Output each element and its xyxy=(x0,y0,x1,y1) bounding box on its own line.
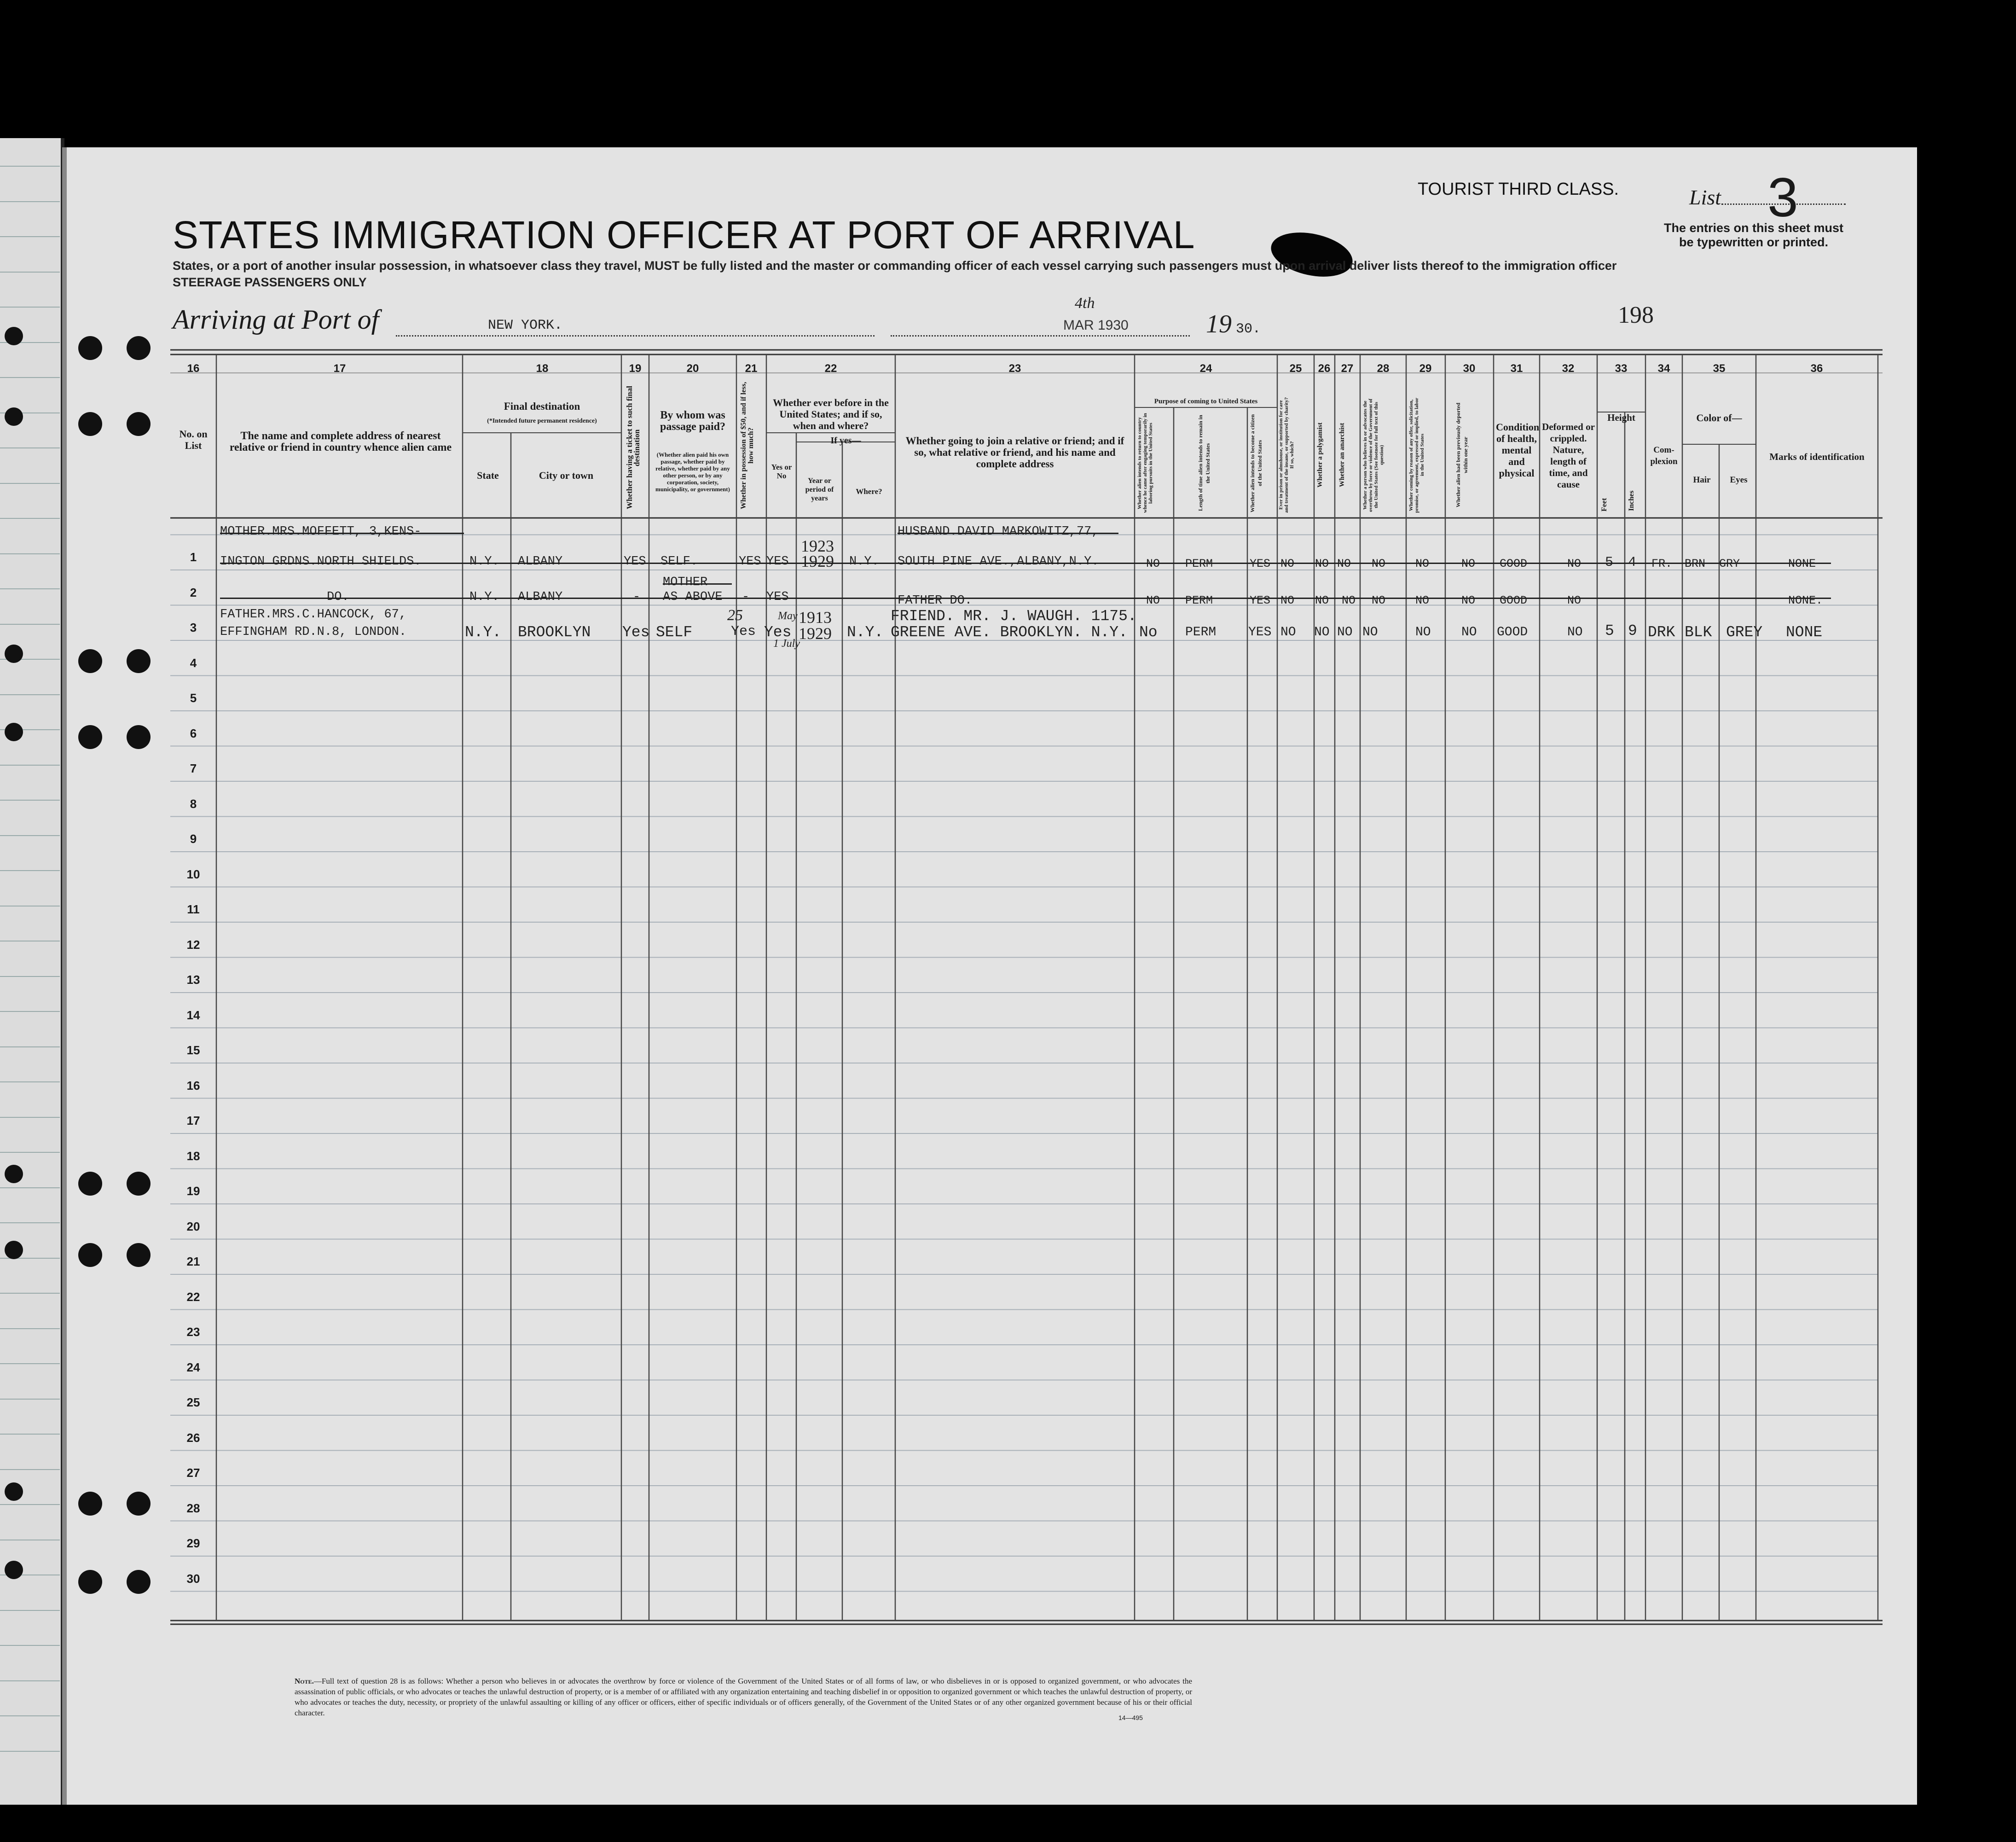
purpose-return: NO xyxy=(1146,594,1160,607)
purpose-return: No xyxy=(1139,624,1158,641)
purpose-length: PERM xyxy=(1185,625,1217,639)
header-no-on-list: No. on List xyxy=(179,428,208,451)
ticket: - xyxy=(633,590,641,604)
header-where: Where? xyxy=(856,487,882,496)
relative-address-line2: EFFINGHAM RD.N.8, LONDON. xyxy=(220,625,407,639)
complexion: FR. xyxy=(1651,557,1673,570)
q29: NO xyxy=(1415,625,1431,639)
strike-line xyxy=(220,533,464,534)
column-number: 17 xyxy=(333,362,346,375)
header-color-of: Color of— xyxy=(1696,412,1742,424)
header-anarchist: Whether an anarchist xyxy=(1338,423,1346,488)
join-relative-line1: FRIEND. MR. J. WAUGH. 1175. xyxy=(891,608,1137,625)
header-possession-50: Whether in possession of $50, and if less, how much? xyxy=(740,382,755,509)
form-instructions: States, or a port of another insular possession, in whatsoever class they travel, MUST be fully listed and the master or commanding officer of each vessel carrying such passengers must upon arrival deliver lists thereof to the immigration officer xyxy=(173,259,1617,273)
header-purpose-length: Length of time alien intends to remain in the United States xyxy=(1197,415,1211,511)
column-number: 31 xyxy=(1510,362,1523,375)
polygamist: NO xyxy=(1315,557,1329,570)
join-relative-line1: HUSBAND.DAVID MARKOWITZ,77, xyxy=(898,525,1099,539)
year-suffix: 30. xyxy=(1236,321,1261,337)
strike-line xyxy=(220,598,1831,599)
marks: NONE xyxy=(1786,624,1823,641)
column-number: 22 xyxy=(824,362,837,375)
header-purpose: Purpose of coming to United States xyxy=(1154,398,1258,405)
has-50: YES xyxy=(739,555,761,569)
purpose-citizen: YES xyxy=(1250,594,1271,607)
anarchist: NO xyxy=(1337,625,1353,639)
header-yes-no: Yes or No xyxy=(771,463,792,480)
header-purpose-citizen: Whether alien intends to become a citizen of the United States xyxy=(1249,414,1263,512)
header-join-relative: Whether going to join a relative or friend; and if so, what relative or friend, and his name and complete address xyxy=(905,435,1124,470)
column-number: 25 xyxy=(1289,362,1302,375)
before-in-us: YES xyxy=(766,590,789,604)
year-before-1: 1923 xyxy=(801,537,834,555)
ticket: YES xyxy=(624,555,646,569)
row-number: 27 xyxy=(186,1466,200,1480)
list-label: List xyxy=(1689,186,1721,209)
year-before-1: 1913 xyxy=(799,608,832,627)
deformed: NO xyxy=(1567,594,1582,607)
strike-line xyxy=(663,583,732,585)
passage-paid-line1: MOTHER xyxy=(663,575,708,589)
prison: NO xyxy=(1280,625,1296,639)
entries-note: The entries on this sheet must be typewritten or printed. xyxy=(1663,221,1844,249)
header-relative-address: The name and complete address of nearest relative or friend in country whence alien came xyxy=(229,430,452,453)
header-q29: Whether coming by reason of any offer, solicitation, promise, or agreement, expressed or implied, to labor in the United States xyxy=(1408,397,1425,513)
complexion: DRK xyxy=(1648,624,1675,641)
row-number: 24 xyxy=(186,1360,200,1374)
header-prison: Ever in prison or almshouse, or institution for care and treatment of the insane, or supported by charity? If so, which? xyxy=(1278,397,1295,513)
header-state: State xyxy=(477,470,499,481)
date-stamp: MAR 1930 xyxy=(1063,318,1129,333)
q30: NO xyxy=(1461,625,1477,639)
join-relative-line2: SOUTH PINE AVE.,ALBANY,N.Y. xyxy=(898,555,1099,569)
row-number: 1 xyxy=(190,550,197,564)
year-before-2: 1929 xyxy=(799,624,832,643)
header-before-in-us: Whether ever before in the United States; and if so, when and where? xyxy=(773,397,889,431)
state: N.Y. xyxy=(469,555,499,569)
form-title: STATES IMMIGRATION OFFICER AT PORT OF ARRIVAL xyxy=(173,213,1195,256)
anarchist: NO xyxy=(1337,557,1351,570)
relative-address-line1: MOTHER.MRS.MOFFETT, 3,KENS- xyxy=(220,525,422,539)
header-polygamist: Whether a polygamist xyxy=(1316,422,1324,488)
column-number: 24 xyxy=(1199,362,1212,375)
header-height: Height xyxy=(1607,412,1635,423)
row-number: 30 xyxy=(186,1571,200,1586)
column-number: 28 xyxy=(1377,362,1390,375)
year-hand-2: 1 July xyxy=(773,638,800,650)
header-eyes: Eyes xyxy=(1730,475,1748,485)
polygamist: NO xyxy=(1314,625,1330,639)
class-label: TOURIST THIRD CLASS. xyxy=(1418,180,1619,199)
height-inches: 9 xyxy=(1628,622,1637,639)
row-number: 25 xyxy=(186,1395,200,1409)
column-number: 33 xyxy=(1615,362,1628,375)
q29: NO xyxy=(1415,557,1430,570)
purpose-length: PERM xyxy=(1185,557,1213,570)
state: N.Y. xyxy=(465,624,502,641)
marks: NONE xyxy=(1788,557,1816,570)
relative-address-line2: INGTON GRDNS.NORTH SHIELDS. xyxy=(220,555,422,569)
q29: NO xyxy=(1415,594,1430,607)
row-number: 17 xyxy=(186,1114,200,1127)
header-passage-paid-note: (Whether alien paid his own passage, whether paid by relative, whether paid by any other person, or by any corporation, society, municipality, or government) xyxy=(655,451,730,493)
q28: NO xyxy=(1372,594,1386,607)
relative-address-line1: FATHER.MRS.C.HANCOCK, 67, xyxy=(220,608,407,622)
column-number: 27 xyxy=(1341,362,1354,375)
footnote-label: Note. xyxy=(295,1677,314,1685)
has-50: - xyxy=(742,590,750,604)
row-number: 20 xyxy=(186,1219,200,1233)
eyes: GREY xyxy=(1726,624,1763,641)
prison: NO xyxy=(1280,557,1295,570)
passage-paid: SELF. xyxy=(660,555,698,569)
ticket: Yes xyxy=(622,624,650,641)
form-number: 14—495 xyxy=(1118,1714,1143,1721)
strike-line xyxy=(898,533,1118,534)
row-number: 22 xyxy=(186,1290,200,1304)
column-number: 30 xyxy=(1463,362,1476,375)
polygamist: NO xyxy=(1315,594,1329,607)
header-deformed: Deformed or crippled. Nature, length of time, and cause xyxy=(1542,421,1595,490)
q28: NO xyxy=(1372,557,1386,570)
steerage-note: STEERAGE PASSENGERS ONLY xyxy=(173,275,367,289)
row-number: 3 xyxy=(190,621,197,634)
header-purpose-return: Whether alien intends to return to country whence he came after engaging temporarily in laboring pursuits in the United States xyxy=(1137,413,1153,513)
row-number: 23 xyxy=(186,1325,200,1339)
purpose-length: PERM xyxy=(1185,594,1213,607)
strike-line xyxy=(220,563,1831,564)
q28: NO xyxy=(1362,625,1378,639)
join-relative-line2: GREENE AVE. BROOKLYN. N.Y. xyxy=(891,624,1128,641)
header-complexion: Com- plexion xyxy=(1650,445,1678,466)
year-prefix: 19 xyxy=(1206,310,1232,338)
row-number: 6 xyxy=(190,726,197,740)
row-number: 28 xyxy=(186,1501,200,1515)
row-number: 21 xyxy=(186,1255,200,1268)
header-marks: Marks of identification xyxy=(1769,451,1865,462)
row-number: 26 xyxy=(186,1430,200,1445)
header-city: City or town xyxy=(539,470,594,481)
header-hair: Hair xyxy=(1693,475,1711,485)
city: ALBANY xyxy=(518,555,563,569)
column-number: 21 xyxy=(745,362,758,375)
header-ticket: Whether having a ticket to such final destination xyxy=(625,386,641,510)
footnote-text: —Full text of question 28 is as follows: Whether a person who believes in or advocates the overthrow by force or violence of the Government of the United States or of all forms of law, or who disbelieves in or is opposed to organized government, or who advocates the assassination of public officials, or who advocates or teaches the unlawful destruction of property, or is a member of or affiliated with any organization entertaining and teaching disbelief in or opposition to organized government or which teaches the unlawful destruction of property, or who advocates or teaches the duty, necessity, or propriety of the unlawful assaulting or killing of any officer or officers, either of specific individuals or of officers generally, of the Government of the United States or of any other organized government because of his or their official character. xyxy=(295,1677,1192,1717)
row-number: 15 xyxy=(186,1043,200,1057)
header-health: Condition of health, mental and physical xyxy=(1496,421,1540,479)
column-number: 18 xyxy=(536,362,549,375)
purpose-return: NO xyxy=(1146,557,1160,570)
row-number: 18 xyxy=(186,1149,200,1163)
column-number: 23 xyxy=(1008,362,1021,375)
year-hand-1: May xyxy=(778,610,798,622)
q30: NO xyxy=(1461,557,1476,570)
purpose-citizen: YES xyxy=(1250,557,1271,570)
hair: BLK xyxy=(1685,624,1712,641)
anarchist: NO xyxy=(1342,594,1356,607)
prison: NO xyxy=(1280,594,1295,607)
header-q28: Whether a person who believes in or advocates the overthrow by force or violence of the Government of the United States (See footnote for full text of this question) xyxy=(1362,398,1385,512)
row-number: 29 xyxy=(186,1536,200,1550)
date-handwritten: 4th xyxy=(1075,295,1095,312)
row-number: 14 xyxy=(186,1008,200,1022)
city: ALBANY xyxy=(518,590,563,604)
footnote xyxy=(295,1676,1192,1718)
list-number: 3 xyxy=(1767,167,1798,228)
has-50: Yes xyxy=(731,624,756,639)
before-in-us: Yes xyxy=(764,624,792,641)
row-number: 2 xyxy=(190,585,197,599)
height-feet: 5 xyxy=(1605,622,1614,639)
arriving-label: Arriving at Port of xyxy=(173,304,379,335)
column-number: 32 xyxy=(1562,362,1575,375)
header-passage-paid: By whom was passage paid? xyxy=(660,409,726,433)
state: N.Y. xyxy=(469,590,499,604)
passage-paid: SELF xyxy=(656,624,693,641)
header-if-yes: If yes— xyxy=(830,436,861,446)
health: GOOD xyxy=(1497,625,1528,639)
header-final-destination-note: (*Intended future permanent residence) xyxy=(487,418,597,424)
row-number: 11 xyxy=(187,902,200,916)
column-number: 34 xyxy=(1657,362,1670,375)
page-number: 198 xyxy=(1618,302,1654,328)
row-number: 4 xyxy=(190,656,197,670)
marks: NONE. xyxy=(1788,594,1823,607)
q30: NO xyxy=(1461,594,1476,607)
row-number: 8 xyxy=(190,796,197,811)
column-number: 19 xyxy=(629,362,642,375)
health: GOOD xyxy=(1500,594,1528,607)
height-inches: 4 xyxy=(1628,555,1637,570)
row-number: 19 xyxy=(186,1184,200,1198)
header-inches: Inches xyxy=(1628,490,1635,511)
join-relative-line1: FATHER DO. xyxy=(898,594,973,608)
column-number: 29 xyxy=(1419,362,1432,375)
before-in-us: YES xyxy=(766,555,789,569)
row-number: 10 xyxy=(186,867,200,881)
row-number: 13 xyxy=(186,973,200,987)
has-50-handwritten: 25 xyxy=(727,607,743,624)
header-feet: Feet xyxy=(1600,498,1608,511)
row-number: 9 xyxy=(190,832,197,846)
deformed: NO xyxy=(1567,557,1582,570)
health: GOOD xyxy=(1500,557,1528,570)
row-number: 5 xyxy=(190,691,197,705)
header-year-period: Year or period of years xyxy=(805,477,834,502)
column-number: 35 xyxy=(1713,362,1726,375)
row-number: 7 xyxy=(190,761,197,775)
deformed: NO xyxy=(1567,625,1583,639)
height-feet: 5 xyxy=(1605,555,1614,570)
header-q30: Whether alien had been previously deported within one year xyxy=(1455,402,1469,508)
column-number: 20 xyxy=(686,362,699,375)
where: N.Y. xyxy=(847,624,884,641)
row-number: 16 xyxy=(186,1078,200,1092)
year-before-2: 1929 xyxy=(801,552,834,570)
where: N.Y. xyxy=(849,555,879,569)
column-number: 16 xyxy=(187,362,200,375)
eyes: GRY xyxy=(1719,557,1740,570)
row-number: 12 xyxy=(186,937,200,952)
header-final-destination: Final destination xyxy=(504,401,580,412)
column-number: 26 xyxy=(1318,362,1331,375)
relative-address-line2: DO. xyxy=(327,590,349,604)
port-value: NEW YORK. xyxy=(488,318,563,333)
purpose-citizen: YES xyxy=(1248,625,1272,639)
hair: BRN xyxy=(1685,557,1706,570)
city: BROOKLYN xyxy=(518,624,591,641)
passage-paid-line2: AS ABOVE xyxy=(663,590,723,604)
column-number: 36 xyxy=(1810,362,1823,375)
